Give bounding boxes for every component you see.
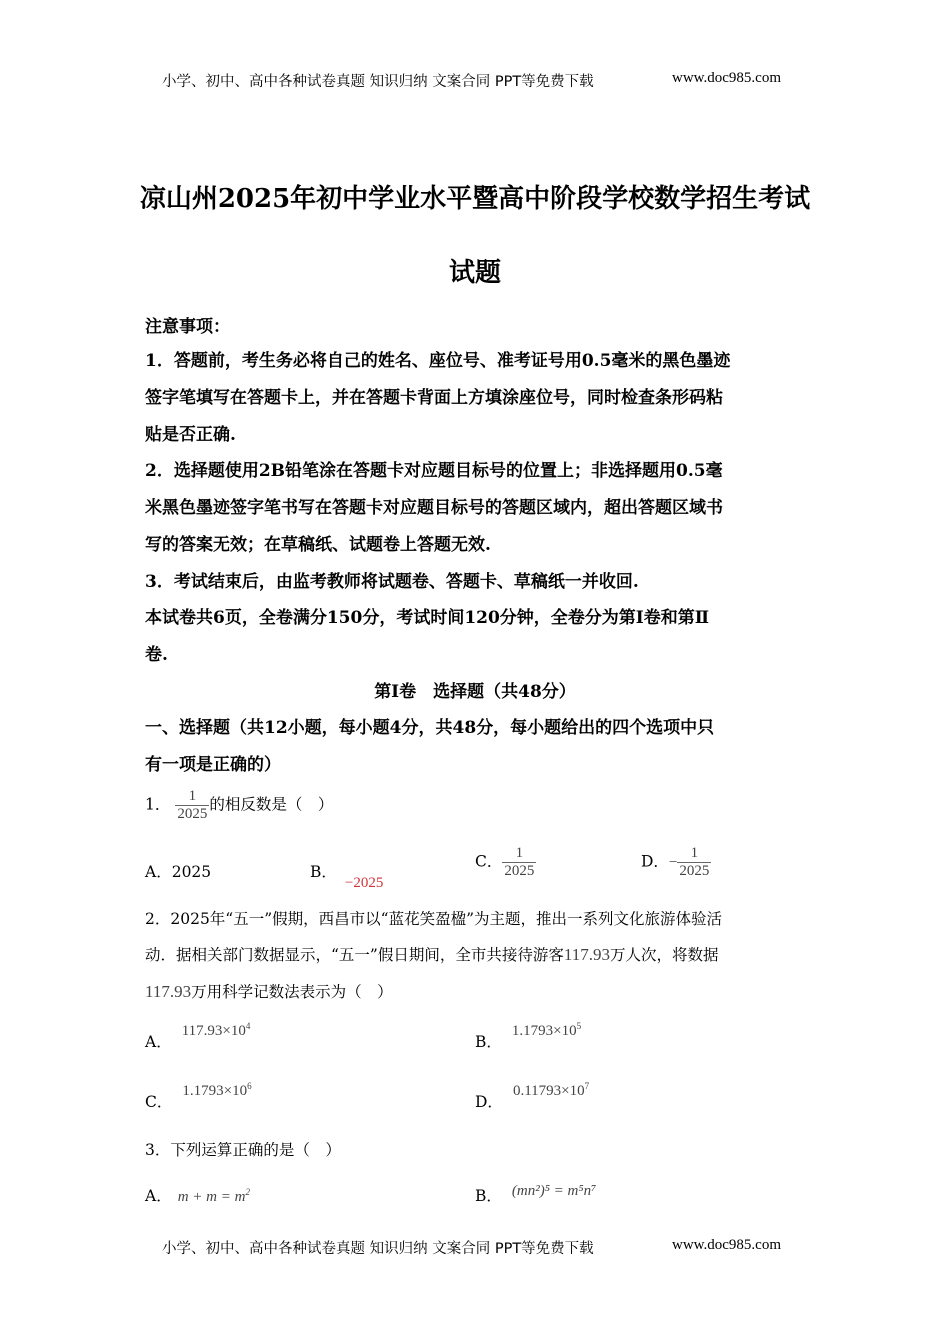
math-value: 117.93 — [563, 945, 610, 964]
option-label: C． — [475, 852, 503, 871]
q1-option-b — [310, 860, 384, 891]
q1-option-c — [475, 845, 536, 880]
text: 万人次，将数据 — [609, 946, 719, 964]
note-line: 3．考试结束后，由监考教师将试题卷、答题卡、草稿纸一并收回. — [145, 572, 639, 592]
question-3: 3．下列运算正确的是（ ） — [145, 1141, 341, 1159]
option-label: B． — [475, 1033, 502, 1051]
note-line: 米黑色墨迹签字笔书写在答题卡对应题目标号的答题区域内，超出答题区域书 — [145, 498, 723, 518]
fraction — [502, 845, 536, 880]
question-number: 1． — [145, 795, 171, 814]
option-label: A． — [145, 863, 172, 881]
q2-option-c — [145, 1081, 252, 1112]
note-line: 1．答题前，考生务必将自己的姓名、座位号、准考证号用0.5毫米的黑色墨迹 — [145, 351, 731, 371]
exponent: 4 — [245, 1021, 251, 1031]
exponent: 7 — [584, 1081, 590, 1091]
note-line: 本试卷共6页，全卷满分150分，考试时间120分钟，全卷分为第Ⅰ卷和第Ⅱ — [145, 608, 710, 628]
section-intro: 有一项是正确的） — [145, 755, 281, 775]
option-expression: m + m = m — [177, 1189, 246, 1205]
text: 万用科学记数法表示为（ ） — [191, 983, 393, 1001]
denominator: 2025 — [504, 863, 535, 879]
exponent: 5 — [576, 1021, 582, 1031]
option-value: 1.1793×10 — [511, 1023, 577, 1039]
title-line-1: 凉山州2025年初中学业水平暨高中阶段学校数学招生考试 — [139, 184, 811, 214]
q2-option-a — [145, 1021, 251, 1052]
numerator: 1 — [188, 788, 197, 804]
exponent: 2 — [245, 1187, 250, 1197]
fraction — [677, 845, 711, 880]
footer-text: 小学、初中、高中各种试卷真题 知识归纳 文案合同 PPT等免费下载 — [162, 1241, 594, 1257]
math-value: 117.93 — [145, 982, 192, 1001]
option-label: D． — [475, 1093, 503, 1111]
exponent: 6 — [247, 1081, 252, 1091]
header-url[interactable]: www.doc985.com — [672, 70, 782, 86]
q2-option-d — [475, 1081, 590, 1112]
option-expression: (mn²)⁵ = m⁵n⁷ — [511, 1183, 597, 1199]
header-text: 小学、初中、高中各种试卷真题 知识归纳 文案合同 PPT等免费下载 — [162, 74, 594, 90]
footer-url[interactable]: www.doc985.com — [672, 1237, 782, 1253]
option-label: C． — [145, 1093, 173, 1111]
page-header — [162, 70, 782, 91]
section-intro: 一、选择题（共12小题，每小题4分，共48分，每小题给出的四个选项中只 — [145, 718, 715, 738]
q3-option-b — [475, 1184, 596, 1206]
q3-option-a — [145, 1184, 250, 1206]
option-value: −2025 — [344, 875, 384, 891]
minus-sign: − — [668, 854, 678, 871]
q1-option-a — [145, 860, 211, 882]
title-line-2: 试题 — [448, 258, 501, 288]
page-footer — [162, 1237, 782, 1258]
option-label: A． — [145, 1033, 172, 1051]
note-line: 卷. — [145, 645, 168, 665]
option-label: A． — [145, 1187, 172, 1205]
option-label: D． — [641, 852, 669, 871]
note-line: 写的答案无效；在草稿纸、试题卷上答题无效. — [145, 535, 491, 555]
option-value: 1.1793×10 — [182, 1083, 248, 1099]
option-value: 0.11793×10 — [512, 1083, 585, 1099]
fraction — [175, 788, 209, 823]
numerator: 1 — [690, 845, 699, 861]
option-value: 117.93×10 — [181, 1023, 246, 1039]
note-line: 2．选择题使用2B铅笔涂在答题卡对应题目标号的位置上；非选择题用0.5毫 — [145, 461, 723, 481]
question-2-line: 2．2025年“五一”假期，西昌市以“蓝花笑盈楹”为主题，推出一系列文化旅游体验活 — [145, 910, 723, 928]
q2-option-b — [475, 1021, 582, 1052]
section-title: 第Ⅰ卷 选择题（共48分） — [374, 682, 576, 702]
question-1 — [145, 788, 333, 823]
notes-heading: 注意事项： — [145, 317, 230, 337]
note-line: 贴是否正确. — [145, 425, 236, 445]
option-label: B． — [475, 1187, 502, 1205]
note-line: 签字笔填写在答题卡上，并在答题卡背面上方填涂座位号，同时检查条形码粘 — [145, 388, 723, 408]
text: 动．据相关部门数据显示，“五一”假日期间，全市共接待游客 — [145, 946, 564, 964]
denominator: 2025 — [679, 863, 710, 879]
option-label: B． — [310, 863, 337, 881]
question-2-line — [145, 980, 393, 1002]
question-2-line — [145, 943, 719, 965]
denominator: 2025 — [177, 806, 208, 822]
option-value: 2025 — [171, 863, 212, 881]
question-text: 的相反数是（ ） — [209, 795, 334, 814]
numerator: 1 — [515, 845, 524, 861]
q1-option-d — [641, 845, 711, 880]
